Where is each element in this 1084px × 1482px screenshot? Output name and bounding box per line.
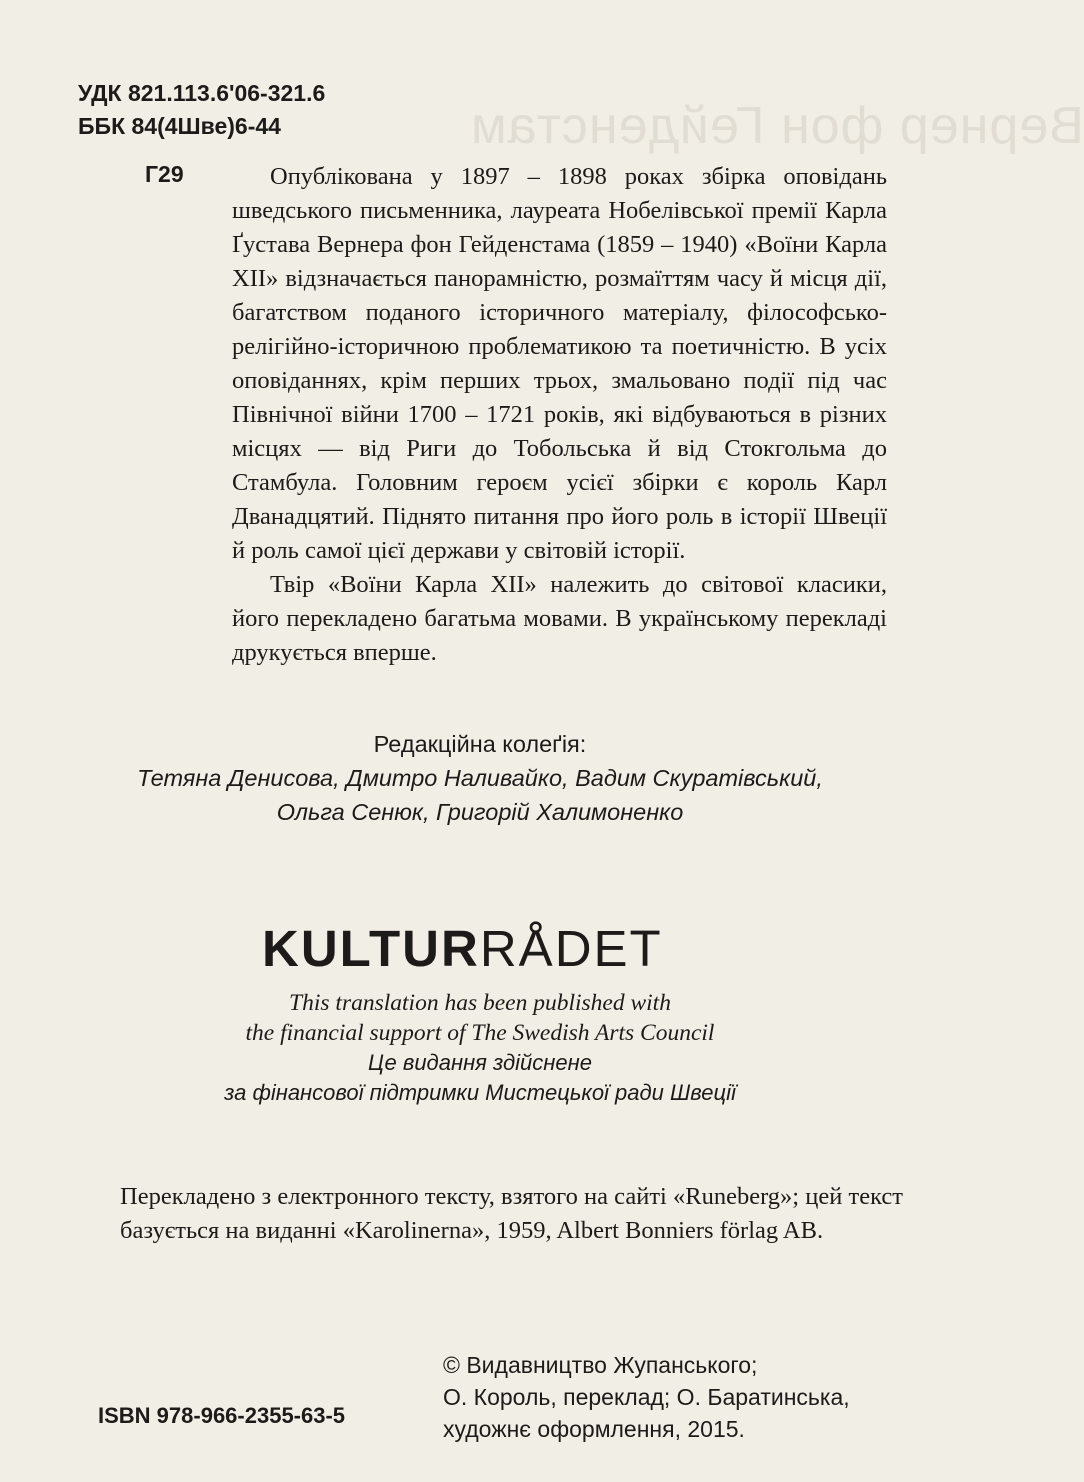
support-ukrainian-2: за фінансової підтримки Мистецької ради Швеції <box>224 1080 736 1105</box>
support-english-1: This translation has been published with <box>289 990 671 1016</box>
copyright-line-1: © Видавництво Жупанського; <box>443 1352 758 1378</box>
support-ukrainian-1: Це видання здійснене <box>368 1050 592 1075</box>
editorial-board <box>60 727 900 829</box>
editorial-board-heading: Редакційна колеґія: <box>373 731 587 757</box>
udk-code: УДК 821.113.6'06-321.6 <box>78 80 326 106</box>
editorial-board-names-2: Ольга Сенюк, Григорій Халимоненко <box>276 799 684 825</box>
copyright-line-3: художнє оформлення, 2015. <box>443 1416 745 1442</box>
annotation-paragraph-1: Опублікована у 1897 – 1898 роках збірка оповідань шведського письменника, лауреата Нобелівської премії Карла Ґустава Вернера фон Гейденстама (1859 – 1940) «Воїни Карла ХІІ» відзначається панорамністю, розмаїттям часу й місця дії, багатством поданого історичного матеріалу, філософсько-релігійно-історичною проблематикою та поетичністю. В усіх оповіданнях, крім перших трьох, змальовано події під час Північної війни 1700 – 1721 років, які відбуваються в різних місцях — від Риги до Тобольська й від Стокгольма до Стамбула. Головним героєм усієї збірки є король Карл Дванадцятий. Піднято питання про його роль в історії Швеції й роль самої цієї держави у світовій історії. <box>232 163 887 564</box>
support-english-2: the financial support of The Swedish Arts Council <box>245 1020 715 1046</box>
copyright-notice <box>443 1349 903 1445</box>
author-code: Г29 <box>145 161 184 187</box>
support-note <box>150 988 810 1108</box>
copyright-line-2: О. Король, переклад; О. Баратинська, <box>443 1384 850 1410</box>
source-note: Перекладено з електронного тексту, взятого на сайті «Runeberg»; цей текст базується на виданні «Karolinerna», 1959, Albert Bonniers förlag AB. <box>120 1183 903 1244</box>
kulturradet-logo <box>262 919 663 978</box>
show-through-title: Вернер фон Гейденстам <box>470 97 1084 155</box>
bbk-code: ББК 84(4Шве)6-44 <box>78 113 281 139</box>
logo-part-kultur: KULTUR <box>262 920 480 977</box>
editorial-board-names-1: Тетяна Денисова, Дмитро Наливайко, Вадим Скуратівський, <box>137 765 823 791</box>
annotation <box>232 160 887 670</box>
annotation-paragraph-2: Твір «Воїни Карла ХІІ» належить до світової класики, його перекладено багатьма мовами. В українському перекладі друкується вперше. <box>232 571 887 666</box>
logo-part-radet: RÅDET <box>479 920 663 977</box>
classification-block <box>78 77 325 143</box>
isbn: ISBN 978-966-2355-63-5 <box>98 1403 346 1428</box>
